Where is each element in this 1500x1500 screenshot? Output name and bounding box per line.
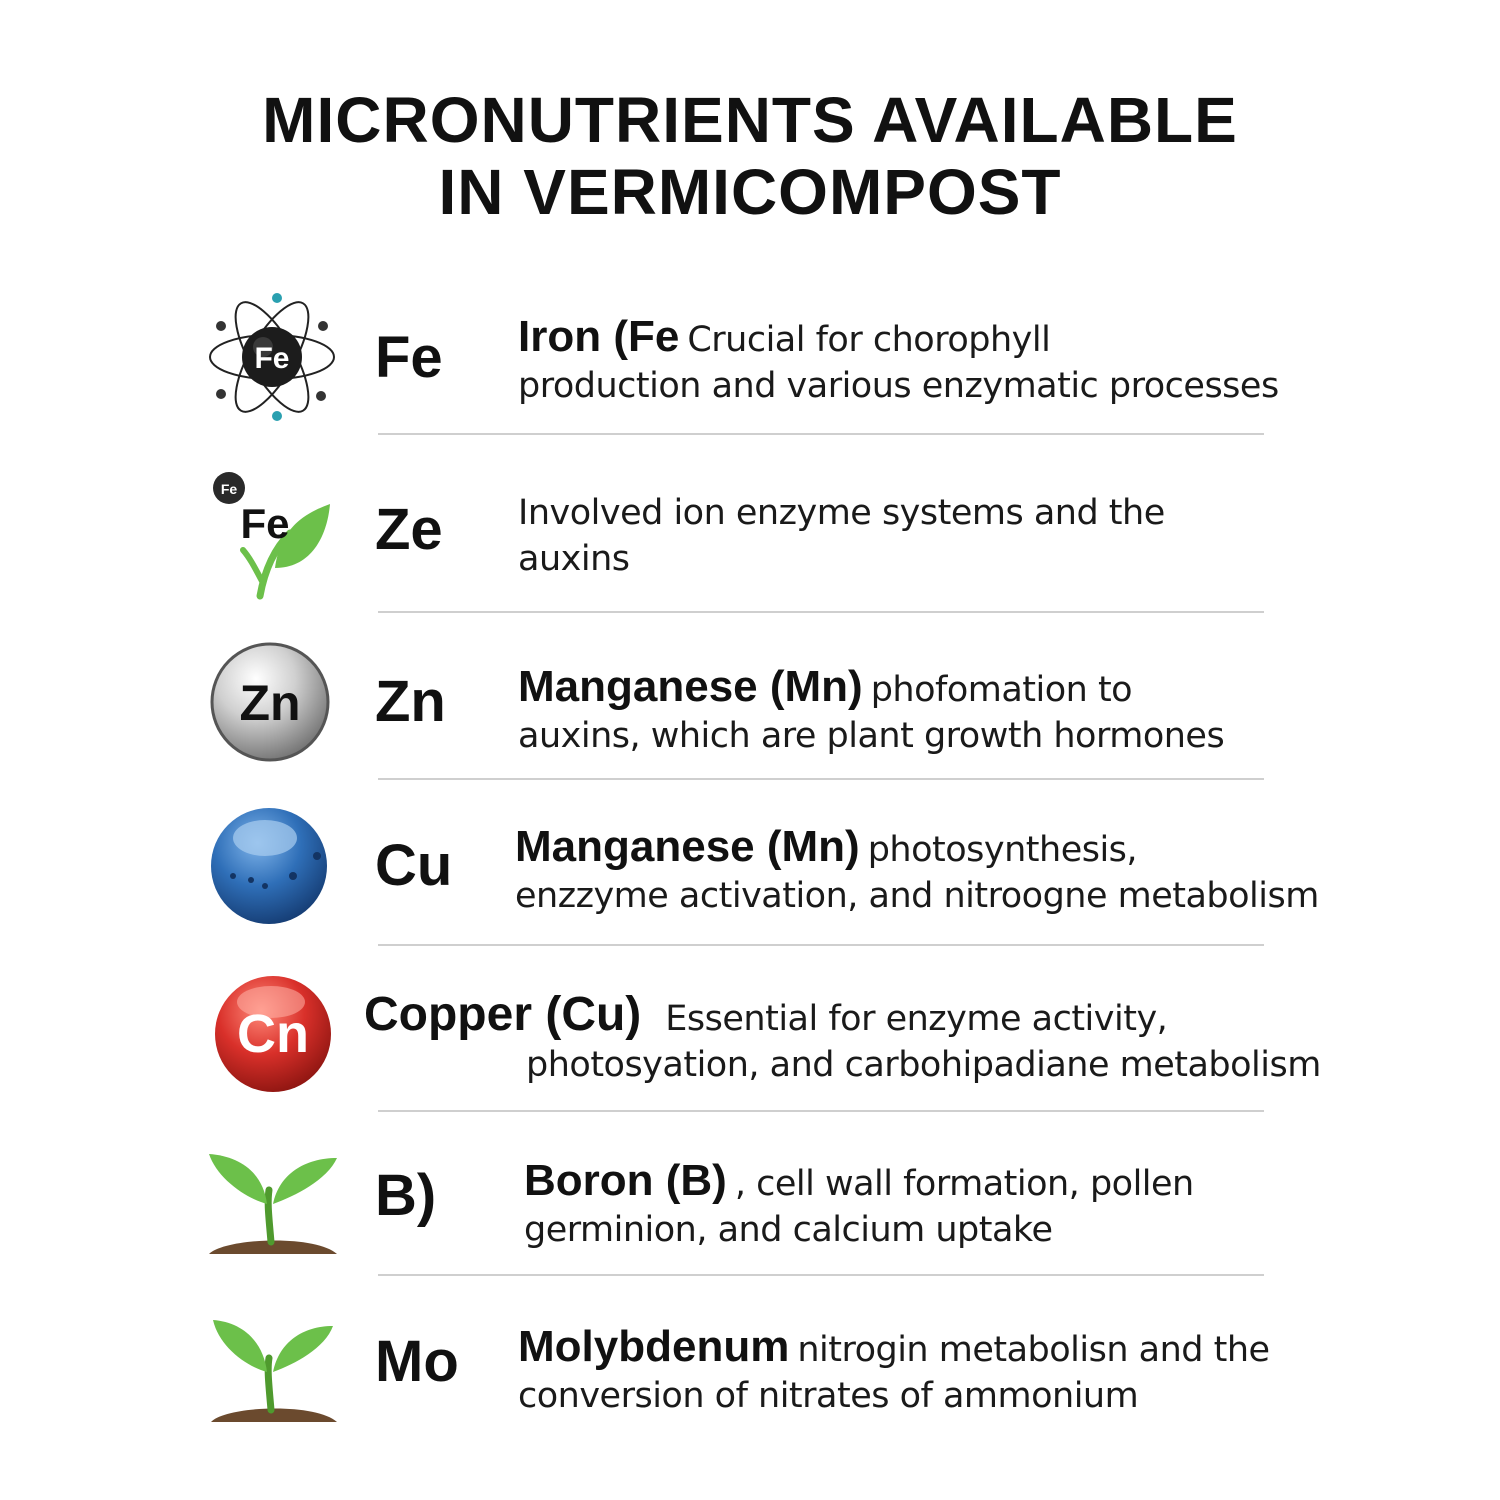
sprout-icon (205, 1300, 340, 1435)
zn-sphere-icon (205, 640, 340, 775)
blue-sphere-icon (205, 806, 340, 941)
description-line-2: production and various enzymatic processes (518, 366, 1279, 406)
row-divider (378, 1110, 1264, 1112)
element-symbol: Mo (375, 1329, 459, 1394)
nutrient-description (524, 1158, 1194, 1253)
nutrient-name: Manganese (Mn) (518, 662, 863, 711)
fe-leaf-label: Fe (240, 500, 290, 547)
zn-label: Zn (239, 675, 301, 731)
cn-label: Cn (237, 1004, 309, 1064)
nutrient-name: Iron (Fe (518, 312, 680, 361)
description-line-1: phofomation to (870, 670, 1133, 710)
nutrient-description (518, 1324, 1270, 1419)
small-fe-label: Fe (220, 481, 238, 497)
description-line-1: Crucial for chorophyll (687, 320, 1051, 360)
description-line-1: Essential for enzyme activity, (665, 999, 1168, 1039)
atom-label: Fe (254, 342, 290, 375)
description-line-1: Involved ion enzyme systems and the (518, 493, 1165, 533)
title-line-1: MICRONUTRIENTS AVAILABLE (262, 84, 1238, 156)
element-symbol: Ze (375, 497, 443, 562)
nutrient-description (518, 490, 1165, 582)
element-symbol: Zn (375, 669, 446, 734)
description-line-1: , cell wall formation, pollen (734, 1164, 1194, 1204)
nutrient-description (518, 314, 1279, 409)
row-divider (378, 1274, 1264, 1276)
fe-leaf-icon (205, 468, 340, 603)
sprout-icon (205, 1138, 340, 1273)
page-title (0, 84, 1500, 228)
nutrient-name: Molybdenum (518, 1322, 790, 1371)
nutrient-name: Manganese (Mn) (515, 822, 860, 871)
description-line-2: germinion, and calcium uptake (524, 1210, 1053, 1250)
nutrient-description (518, 664, 1224, 759)
nutrient-description (515, 824, 1319, 919)
row-divider (378, 611, 1264, 613)
nutrient-name: Boron (B) (524, 1156, 727, 1205)
nutrient-name: Copper (Cu) (364, 988, 642, 1041)
cn-red-sphere-icon (205, 972, 340, 1107)
title-line-2: IN VERMICOMPOST (438, 156, 1062, 228)
description-line-2: auxins (518, 539, 630, 579)
description-line-1: nitrogin metabolisn and the (797, 1330, 1270, 1370)
description-line-2: auxins, which are plant growth hormones (518, 716, 1225, 756)
row-divider (378, 433, 1264, 435)
row-divider (378, 778, 1264, 780)
row-divider (378, 944, 1264, 946)
description-line-1: photosynthesis, (867, 830, 1138, 870)
atom-fe-icon (205, 290, 340, 425)
nutrient-description (364, 988, 1321, 1088)
element-symbol: Fe (375, 325, 443, 390)
description-line-2: conversion of nitrates of ammonium (518, 1376, 1139, 1416)
description-line-2: photosyation, and carbohipadiane metabolism (526, 1045, 1321, 1085)
description-line-2: enzzyme activation, and nitroogne metabolism (515, 876, 1319, 916)
element-symbol: Cu (375, 833, 453, 898)
element-symbol: B) (375, 1163, 437, 1228)
